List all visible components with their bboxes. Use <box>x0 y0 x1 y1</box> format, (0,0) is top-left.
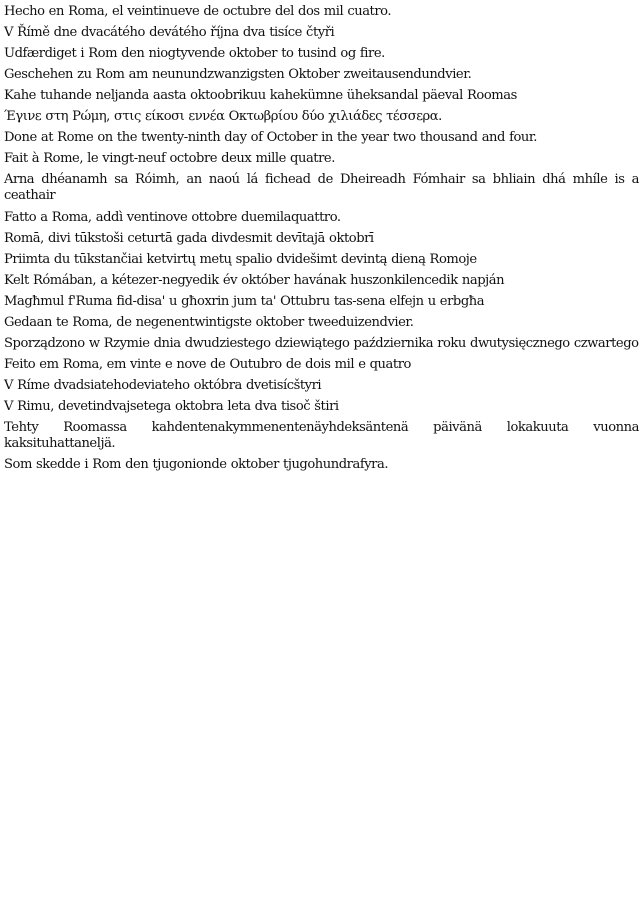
line-dutch: Gedaan te Roma, de negenentwintigste oktober tweeduizendvier. <box>4 314 414 330</box>
line-italian: Fatto a Roma, addì ventinove ottobre duemilaquattro. <box>4 209 341 225</box>
line-portuguese: Feito em Roma, em vinte e nove de Outubro de dois mil e quatro <box>4 356 411 372</box>
line-english: Done at Rome on the twenty-ninth day of October in the year two thousand and four. <box>4 129 537 145</box>
line-polish: Sporządzono w Rzymie dnia dwudziestego dziewiątego października roku dwutysięcznego czwartego <box>4 335 639 351</box>
line-lithuanian: Priimta du tūkstančiai ketvirtų metų spalio dvidešimt devintą dieną Romoje <box>4 251 477 267</box>
line-swedish: Som skedde i Rom den tjugonionde oktober tjugohundrafyra. <box>4 457 389 473</box>
line-maltese: Magħmul f'Ruma fid-disa' u għoxrin jum ta' Ottubru tas-sena elfejn u erbgħa <box>4 293 485 309</box>
line-german: Geschehen zu Rom am neunundzwanzigsten Oktober zweitausendundvier. <box>4 66 472 82</box>
line-estonian: Kahe tuhande neljanda aasta oktoobrikuu kahekümne üheksandal päeval Roomas <box>4 87 517 103</box>
multilingual-signing-clause <box>4 4 639 474</box>
line-czech: V Římě dne dvacátého devátého října dva tisíce čtyři <box>4 24 335 40</box>
line-latvian: Romā, divi tūkstoši ceturtā gada divdesmit devītajā oktobrī <box>4 230 374 246</box>
line-slovak: V Ríme dvadsiatehodeviateho októbra dvetisícštyri <box>4 377 322 393</box>
line-greek: Έγινε στη Ρώμη, στις είκοσι εννέα Οκτωβρίου δύο χιλιάδες τέσσερα. <box>4 108 442 124</box>
line-slovenian: V Rimu, devetindvajsetega oktobra leta dva tisoč štiri <box>4 398 339 414</box>
line-danish: Udfærdiget i Rom den niogtyvende oktober to tusind og fire. <box>4 45 385 61</box>
line-hungarian: Kelt Rómában, a kétezer-negyedik év október havának huszonkilencedik napján <box>4 272 505 288</box>
line-french: Fait à Rome, le vingt-neuf octobre deux mille quatre. <box>4 150 335 166</box>
line-spanish: Hecho en Roma, el veintinueve de octubre del dos mil cuatro. <box>4 4 392 19</box>
line-finnish: Tehty Roomassa kahdentenakymmenentenäyhdeksäntenä päivänä lokakuuta vuonna kaksituhattaneljä. <box>4 419 639 452</box>
line-irish: Arna dhéanamh sa Róimh, an naoú lá fichead de Dheireadh Fómhair sa bhliain dhá mhíle is a ceathair <box>4 171 639 204</box>
